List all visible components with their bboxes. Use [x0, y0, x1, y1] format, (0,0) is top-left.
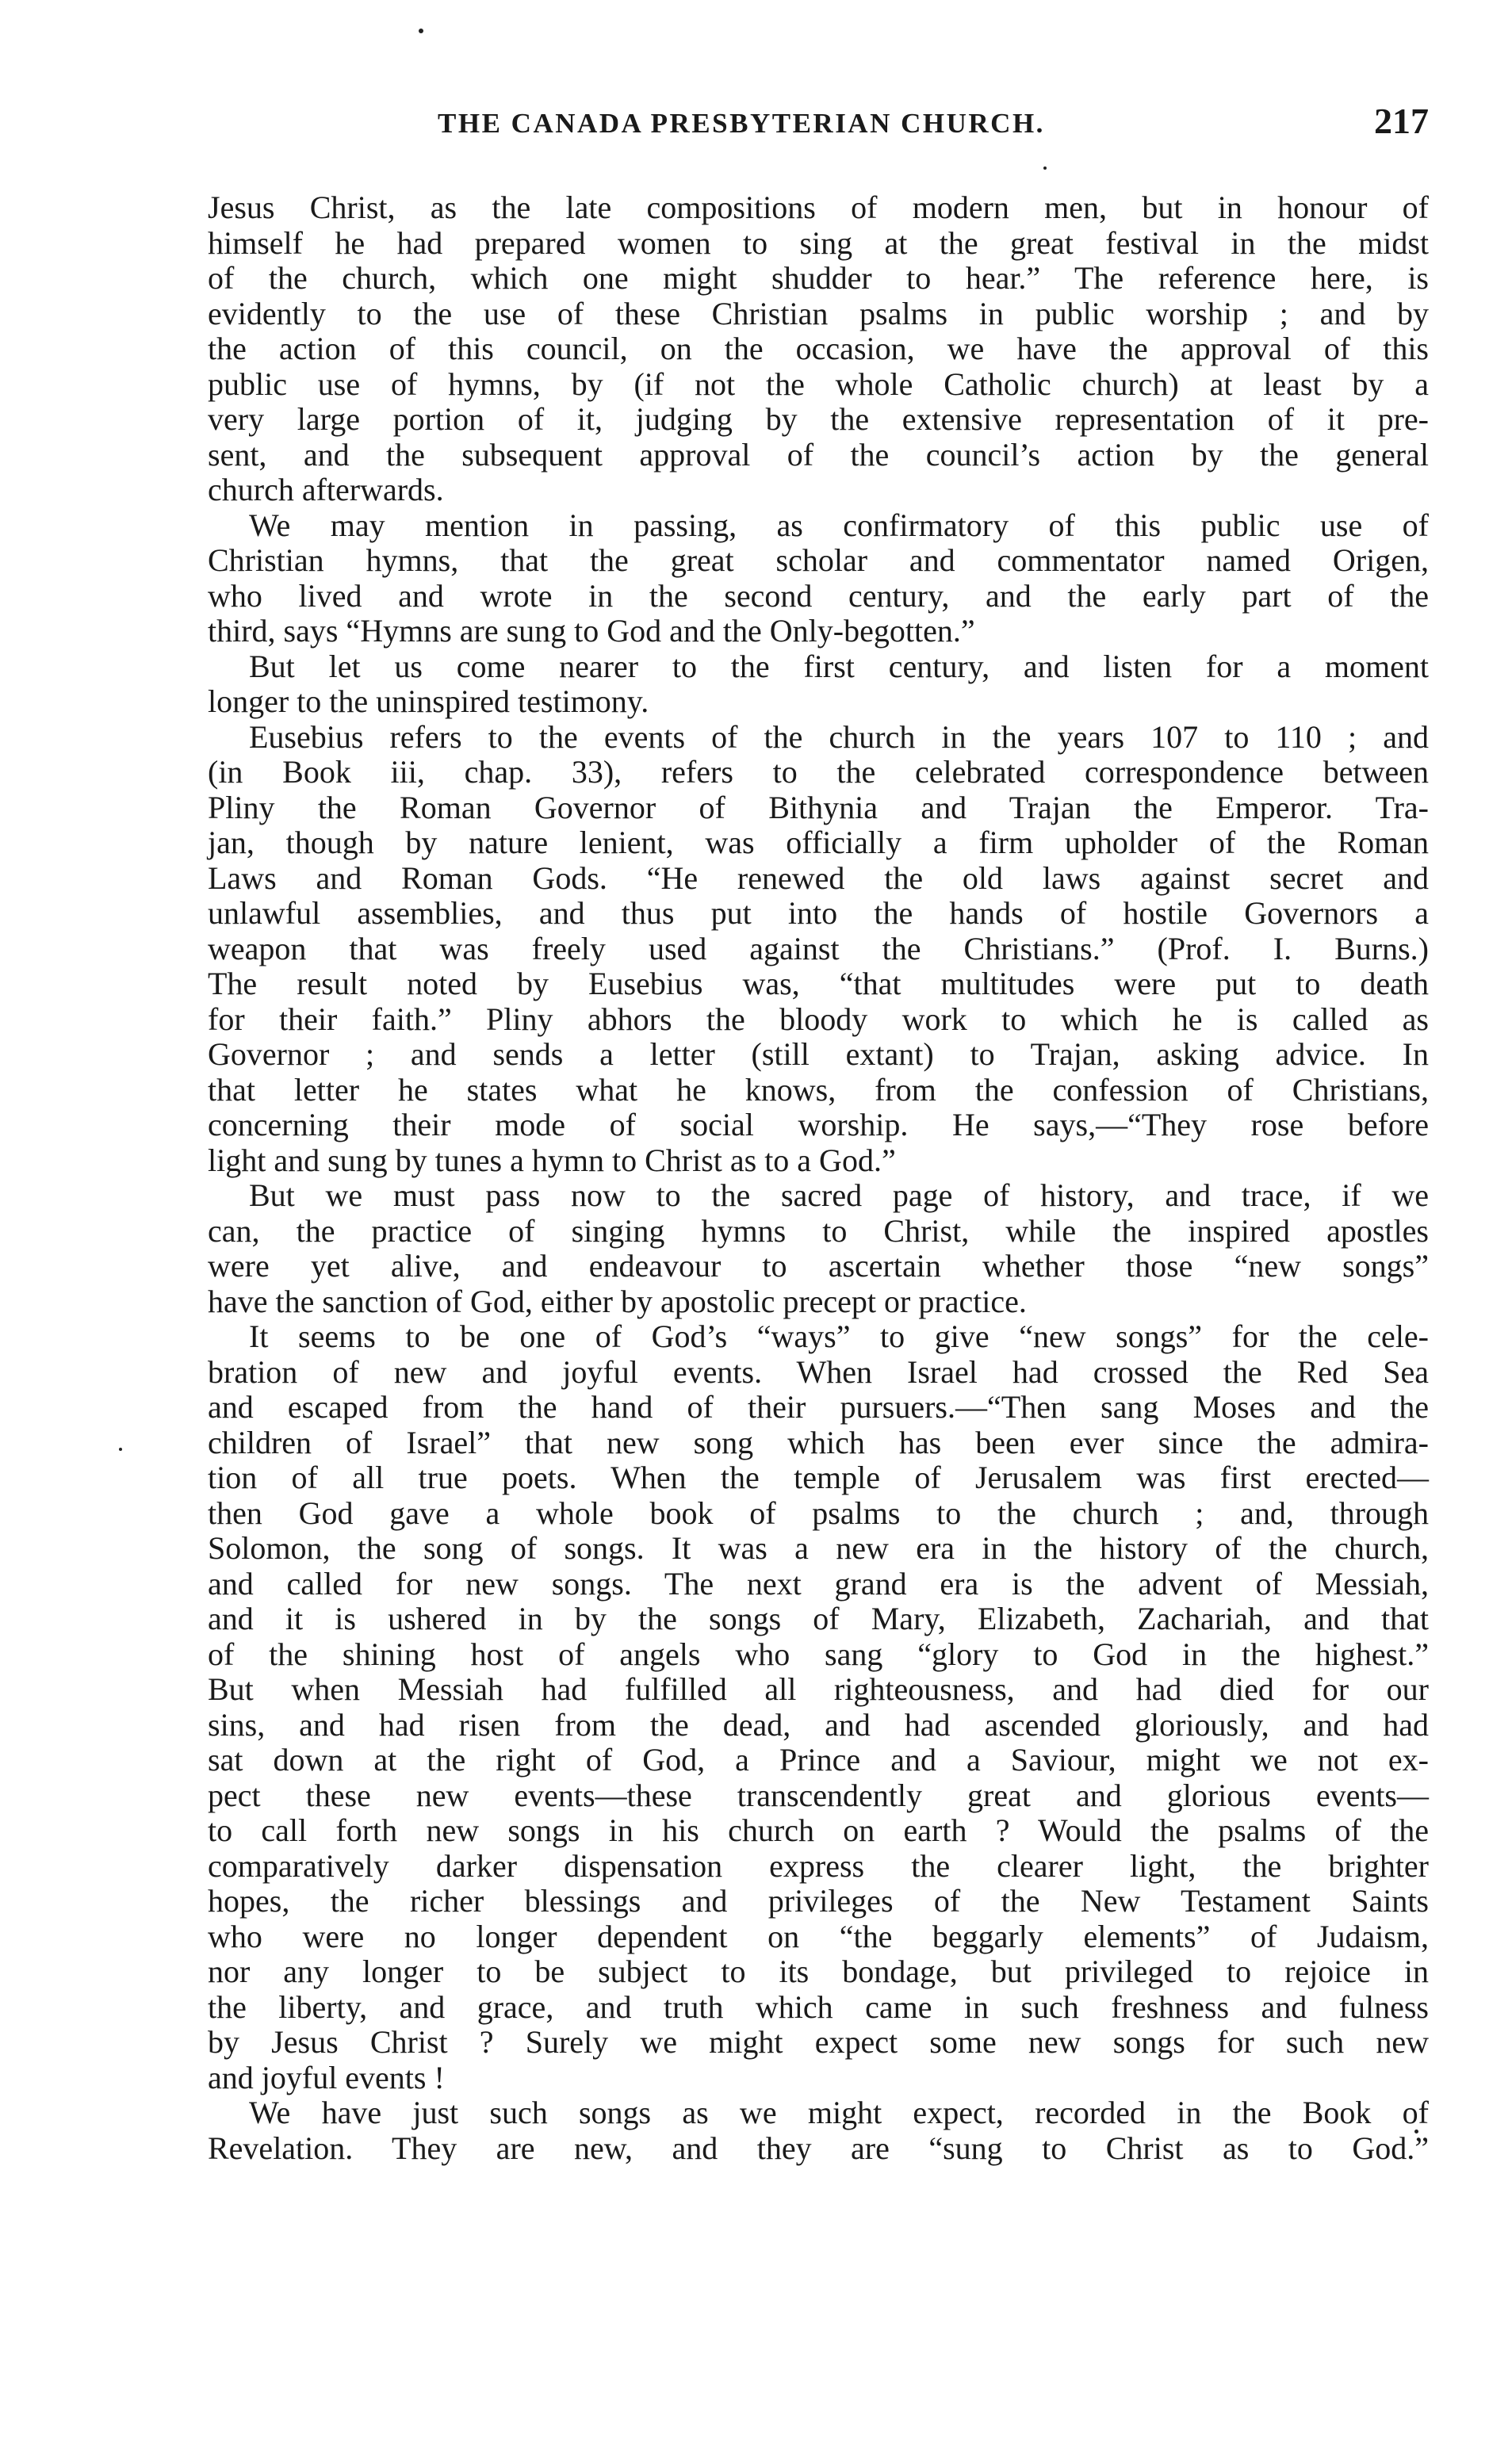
text-line: for their faith.” Pliny abhors the bloody work to which he is called as	[208, 1001, 1429, 1037]
text-line: and escaped from the hand of their pursuers.—“Then sang Moses and the	[208, 1389, 1429, 1425]
text-line: have the sanction of God, either by apostolic precept or practice.	[208, 1283, 1027, 1319]
body-text	[208, 190, 1429, 2166]
text-line: children of Israel” that new song which has been ever since the admira-	[208, 1424, 1429, 1460]
text-line: then God gave a whole book of psalms to the church ; and, through	[208, 1494, 1429, 1531]
text-line: and joyful events !	[208, 2059, 445, 2095]
text-line: comparatively darker dispensation express the clearer light, the brighter	[208, 1847, 1429, 1884]
text-line: public use of hymns, by (if not the whole Catholic church) at least by a	[208, 365, 1429, 402]
text-line: jan, though by nature lenient, was officially a firm upholder of the Roman	[208, 825, 1429, 860]
text-line: were yet alive, and endeavour to ascertain whether those “new songs”	[208, 1248, 1429, 1284]
text-line: evidently to the use of these Christian psalms in public worship ; and by	[208, 295, 1429, 331]
text-line: It seems to be one of God’s “ways” to give “new songs” for the cele-	[249, 1318, 1429, 1354]
text-line: can, the practice of singing hymns to Christ, while the inspired apostles	[208, 1212, 1429, 1249]
text-line: unlawful assemblies, and thus put into the hands of hostile Governors a	[208, 895, 1429, 931]
text-line: We may mention in passing, as confirmatory of this public use of	[249, 507, 1429, 543]
text-line: of the shining host of angels who sang “glory to God in the highest.”	[208, 1636, 1429, 1672]
text-line: concerning their mode of social worship. He says,—“They rose before	[208, 1107, 1429, 1142]
ink-speck	[1043, 166, 1047, 170]
text-line: longer to the uninspired testimony.	[208, 683, 649, 719]
text-line: Eusebius refers to the events of the church in the years 107 to 110 ; and	[249, 718, 1429, 755]
text-line: himself he had prepared women to sing at the great festival in the midst	[208, 224, 1429, 261]
text-line: Christian hymns, that the great scholar and commentator named Origen,	[208, 542, 1429, 578]
text-line: by Jesus Christ ? Surely we might expect some new songs for such new	[208, 2024, 1429, 2060]
text-line: who were no longer dependent on “the beggarly elements” of Judaism,	[208, 1918, 1429, 1954]
text-line: The result noted by Eusebius was, “that multitudes were put to death	[208, 966, 1429, 1001]
text-line: Laws and Roman Gods. “He renewed the old laws against secret and	[208, 859, 1429, 896]
text-line: sat down at the right of God, a Prince and a Saviour, might we not ex-	[208, 1742, 1429, 1778]
text-line: But when Messiah had fulfilled all righteousness, and had died for our	[208, 1671, 1429, 1707]
text-line: sent, and the subsequent approval of the council’s action by the general	[208, 436, 1429, 473]
text-line: sins, and had risen from the dead, and had ascended gloriously, and had	[208, 1706, 1429, 1743]
text-line: very large portion of it, judging by the extensive representation of it pre-	[208, 401, 1429, 437]
text-line: light and sung by tunes a hymn to Christ as to a God.”	[208, 1142, 896, 1178]
text-line: We have just such songs as we might expect, recorded in the Book of	[249, 2095, 1429, 2130]
text-line: Solomon, the song of songs. It was a new era in the history of the church,	[208, 1530, 1429, 1566]
running-head	[208, 100, 1429, 147]
text-line: and it is ushered in by the songs of Mary, Elizabeth, Zachariah, and that	[208, 1601, 1429, 1636]
text-line: Governor ; and sends a letter (still extant) to Trajan, asking advice. In	[208, 1036, 1429, 1072]
text-line: third, says “Hymns are sung to God and the Only-begotten.”	[208, 613, 975, 649]
text-line: church afterwards.	[208, 472, 444, 507]
text-line: the liberty, and grace, and truth which came in such freshness and fulness	[208, 1988, 1429, 2025]
text-line: hopes, the richer blessings and privileges of the New Testament Saints	[208, 1883, 1429, 1919]
text-line: that letter he states what he knows, from the confession of Christians,	[208, 1071, 1429, 1108]
text-line: bration of new and joyful events. When Israel had crossed the Red Sea	[208, 1353, 1429, 1390]
page-number: 217	[1374, 101, 1429, 141]
text-line: tion of all true poets. When the temple of Jerusalem was first erected—	[208, 1460, 1429, 1495]
text-line: pect these new events—these transcendently great and glorious events—	[208, 1777, 1429, 1813]
text-line: But let us come nearer to the first century, and listen for a moment	[249, 648, 1429, 684]
ink-speck	[419, 29, 423, 33]
text-line: Jesus Christ, as the late compositions of modern men, but in honour of	[208, 189, 1429, 225]
text-line: the action of this council, on the occasion, we have the approval of this	[208, 331, 1429, 366]
text-line: But we must pass now to the sacred page of history, and trace, if we	[249, 1177, 1429, 1213]
text-line: to call forth new songs in his church on earth ? Would the psalms of the	[208, 1812, 1429, 1848]
text-line: nor any longer to be subject to its bondage, but privileged to rejoice in	[208, 1954, 1429, 1989]
running-title: THE CANADA PRESBYTERIAN CHURCH.	[438, 108, 1045, 139]
text-line: of the church, which one might shudder to hear.” The reference here, is	[208, 260, 1429, 296]
ink-speck	[119, 1448, 122, 1451]
text-line: Revelation. They are new, and they are “sung to Christ as to God.”	[208, 2130, 1429, 2166]
text-line: weapon that was freely used against the Christians.” (Prof. I. Burns.)	[208, 930, 1429, 966]
text-line: and called for new songs. The next grand era is the advent of Messiah,	[208, 1565, 1429, 1602]
text-line: Pliny the Roman Governor of Bithynia and Trajan the Emperor. Tra-	[208, 789, 1429, 825]
text-line: (in Book iii, chap. 33), refers to the celebrated correspondence between	[208, 754, 1429, 790]
text-line: who lived and wrote in the second century, and the early part of the	[208, 577, 1429, 614]
